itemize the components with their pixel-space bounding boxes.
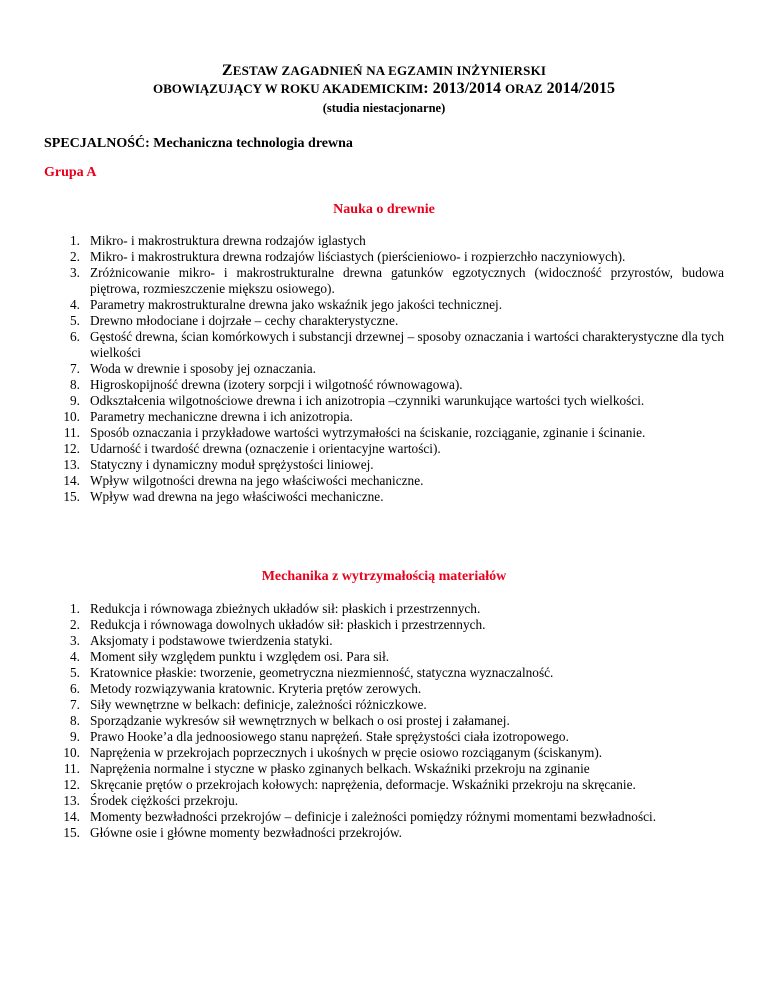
list-item — [44, 633, 724, 649]
list-item — [44, 745, 724, 761]
title-line-2-part-b: : 2013/2014 — [423, 80, 506, 97]
title-line-2 — [0, 80, 768, 98]
list-item-text: Środek ciężkości przekroju. — [90, 793, 239, 808]
list-item-number: 6. — [70, 329, 80, 344]
list-item-text: Skręcanie prętów o przekrojach kołowych: naprężenia, deformacje. Wskaźniki przekroju na skręcanie. — [90, 777, 636, 792]
list-item-text: Woda w drewnie i sposoby jej oznaczania. — [90, 361, 317, 376]
list-item-number: 13. — [63, 457, 80, 472]
list-item-text: Redukcja i równowaga dowolnych układów sił: płaskich i przestrzennych. — [90, 617, 486, 632]
list-item — [44, 377, 724, 393]
list-item — [44, 601, 724, 617]
list-item-text: Siły wewnętrzne w belkach: definicje, zależności różniczkowe. — [90, 697, 427, 712]
list-item — [44, 441, 724, 457]
title-line-2-part-a: OBOWIĄZUJĄCY W ROKU AKADEMICKIM — [152, 81, 424, 96]
title-first-letter: Z — [221, 62, 233, 79]
list-item-number: 14. — [63, 809, 80, 824]
list-item-number: 3. — [70, 265, 80, 280]
mechanics-topics-list — [44, 601, 724, 841]
list-item-text: Wpływ wad drewna na jego właściwości mechaniczne. — [90, 489, 384, 504]
list-item-text: Redukcja i równowaga zbieżnych układów sił: płaskich i przestrzennych. — [90, 601, 481, 616]
list-item-text: Metody rozwiązywania kratownic. Kryteria prętów zerowych. — [90, 681, 422, 696]
list-item-number: 9. — [70, 729, 80, 744]
list-item-text: Kratownice płaskie: tworzenie, geometryczna niezmienność, statyczna wyznaczalność. — [90, 665, 554, 680]
list-item — [44, 649, 724, 665]
title-line-2-part-c: ORAZ — [505, 81, 543, 96]
list-item — [44, 249, 724, 265]
list-item — [44, 825, 724, 841]
list-item — [44, 809, 724, 825]
list-item-number: 10. — [63, 745, 80, 760]
list-item-text: Mikro- i makrostruktura drewna rodzajów iglastych — [90, 233, 366, 248]
list-item — [44, 265, 724, 297]
list-item — [44, 361, 724, 377]
list-item-text: Mikro- i makrostruktura drewna rodzajów liściastych (pierścieniowo- i rozpierzchło naczyniowych). — [90, 249, 626, 264]
list-item — [44, 297, 724, 313]
title-rest: ESTAW ZAGADNIEŃ NA EGZAMIN INŻYNIERSKI — [232, 63, 547, 78]
list-item-text: Główne osie i główne momenty bezwładności przekrojów. — [90, 825, 402, 840]
title-line-2-part-d: 2014/2015 — [542, 80, 616, 97]
group-heading: Grupa A — [44, 165, 97, 180]
list-item-text: Parametry makrostrukturalne drewna jako wskaźnik jego jakości technicznej. — [90, 297, 503, 312]
list-item-number: 11. — [63, 425, 80, 440]
list-item — [44, 473, 724, 489]
list-item — [44, 329, 724, 361]
list-item — [44, 681, 724, 697]
list-item-number: 4. — [70, 649, 80, 664]
list-item-number: 15. — [63, 489, 80, 504]
list-item-number: 7. — [70, 361, 80, 376]
list-item-text: Udarność i twardość drewna (oznaczenie i orientacyjne wartości). — [90, 441, 441, 456]
list-item — [44, 777, 724, 793]
list-item-number: 3. — [70, 633, 80, 648]
list-item-text: Higroskopijność drewna (izotery sorpcji i wilgotność równowagowa). — [90, 377, 463, 392]
list-item — [44, 233, 724, 249]
list-item-text: Momenty bezwładności przekrojów – definicje i zależności pomiędzy różnymi momentami bezwładności. — [90, 809, 657, 824]
list-item — [44, 425, 724, 441]
list-item — [44, 713, 724, 729]
list-item — [44, 313, 724, 329]
list-item — [44, 617, 724, 633]
list-item-text: Aksjomaty i podstawowe twierdzenia statyki. — [90, 633, 333, 648]
title-subtitle: (studia niestacjonarne) — [322, 101, 446, 115]
list-item-text: Parametry mechaniczne drewna i ich anizotropia. — [90, 409, 353, 424]
specialty-heading: SPECJALNOŚĆ: Mechaniczna technologia drewna — [44, 136, 353, 151]
list-item-number: 12. — [63, 441, 80, 456]
list-item — [44, 489, 724, 505]
section-title-mechanics: Mechanika z wytrzymałością materiałów — [261, 569, 507, 584]
list-item-number: 9. — [70, 393, 80, 408]
list-item-number: 13. — [63, 793, 80, 808]
list-item-text: Sporządzanie wykresów sił wewnętrznych w belkach o osi prostej i załamanej. — [90, 713, 510, 728]
list-item — [44, 665, 724, 681]
list-item — [44, 729, 724, 745]
list-item-text: Sposób oznaczania i przykładowe wartości wytrzymałości na ściskanie, rozciąganie, zginanie i ścinanie. — [90, 425, 646, 440]
list-item — [44, 793, 724, 809]
list-item-number: 5. — [70, 665, 80, 680]
list-item — [44, 761, 724, 777]
list-item-number: 2. — [70, 617, 80, 632]
list-item-number: 14. — [63, 473, 80, 488]
list-item-number: 11. — [63, 761, 80, 776]
list-item-number: 4. — [70, 297, 80, 312]
list-item-number: 10. — [63, 409, 80, 424]
list-item-number: 12. — [63, 777, 80, 792]
list-item-text: Naprężenia normalne i styczne w płasko zginanych belkach. Wskaźniki przekroju na zginanie — [90, 761, 590, 776]
list-item-text: Prawo Hooke’a dla jednoosiowego stanu naprężeń. Stałe sprężystości ciała izotropowego. — [90, 729, 569, 744]
list-item-number: 7. — [70, 697, 80, 712]
list-item-number: 2. — [70, 249, 80, 264]
list-item — [44, 697, 724, 713]
list-item-text: Naprężenia w przekrojach poprzecznych i ukośnych w pręcie osiowo rozciąganym (ściskanym). — [90, 745, 603, 760]
list-item-text: Statyczny i dynamiczny moduł sprężystości liniowej. — [90, 457, 374, 472]
title-line-1 — [0, 62, 768, 80]
list-item-text: Drewno młodociane i dojrzałe – cechy charakterystyczne. — [90, 313, 399, 328]
list-item-number: 6. — [70, 681, 80, 696]
list-item-number: 1. — [70, 601, 80, 616]
section-title-wood-science: Nauka o drewnie — [333, 202, 435, 217]
list-item-text: Wpływ wilgotności drewna na jego właściwości mechaniczne. — [90, 473, 424, 488]
list-item-number: 8. — [70, 377, 80, 392]
list-item — [44, 409, 724, 425]
list-item — [44, 457, 724, 473]
list-item-text: Odkształcenia wilgotnościowe drewna i ich anizotropia –czynniki warunkujące wartości tych wielkości. — [90, 393, 645, 408]
list-item-number: 5. — [70, 313, 80, 328]
list-item-number: 1. — [70, 233, 80, 248]
list-item-text: Zróżnicowanie mikro- i makrostrukturalne drewna gatunków egzotycznych (widoczność przyrostów, budowa piętrowa, rozmieszczenie miększu osiowego). — [90, 265, 724, 296]
list-item-text: Moment siły względem punktu i względem osi. Para sił. — [90, 649, 390, 664]
list-item-text: Gęstość drewna, ścian komórkowych i substancji drzewnej – sposoby oznaczania i wartości charakterystyczne dla tych wielkości — [90, 329, 724, 360]
list-item-number: 15. — [63, 825, 80, 840]
list-item — [44, 393, 724, 409]
list-item-number: 8. — [70, 713, 80, 728]
wood-science-topics-list — [44, 233, 724, 505]
